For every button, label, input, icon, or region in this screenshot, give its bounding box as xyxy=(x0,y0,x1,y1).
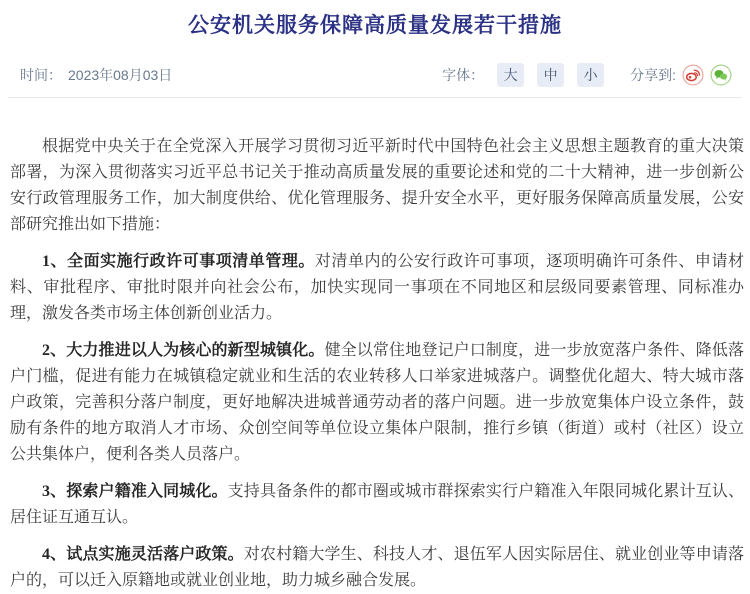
intro-paragraph: 根据党中央关于在全党深入开展学习贯彻习近平新时代中国特色社会主义思想主题教育的重大决策部署，为深入贯彻落实习近平总书记关于推动高质量发展的重要论述和党的二十大精神，进一步创新公安行政管理服务工作，加大制度供给、优化管理服务、提升安全水平，更好服务保障高质量发展，公安部研究推出如下措施： xyxy=(10,138,744,233)
measure-item-1-body: 对清单内的公安行政许可事项，逐项明确许可条件、申请材料、审批程序、审批时限并向社会公布，加快实现同一事项在不同地区和层级同要素管理、同标准办理，激发各类市场主体创新创业活力。 xyxy=(10,253,744,322)
weibo-share-icon[interactable] xyxy=(682,64,704,86)
publish-time xyxy=(20,65,172,85)
measure-item-4-body: 对农村籍大学生、科技人才、退伍军人因实际居住、就业创业等申请落户的，可以迁入原籍地或就业创业地，助力城乡融合发展。 xyxy=(10,546,744,589)
measure-item-2-lead: 2、大力推进以人为核心的新型城镇化。 xyxy=(42,342,325,359)
time-label: 时间： xyxy=(20,67,62,83)
measure-item-2-body: 健全以常住地登记户口制度，进一步放宽落户条件、降低落户门槛，促进有能力在城镇稳定就业和生活的农业转移人口举家进城落户。调整优化超大、特大城市落户政策，完善积分落户制度，更好地解决进城普通劳动者的落户问题。进一步放宽集体户设立条件，鼓励有条件的地方取消人才市场、众创空间等单位设立集体户限制，推行乡镇（街道）或村（社区）设立公共集体户，便利各类人员落户。 xyxy=(10,342,744,463)
measure-item-3-lead: 3、探索户籍准入同城化。 xyxy=(42,483,228,500)
measure-item-1-lead: 1、全面实施行政许可事项清单管理。 xyxy=(42,253,315,270)
time-value: 2023年08月03日 xyxy=(68,67,173,83)
share-group xyxy=(630,64,732,86)
measure-item-3-body: 支持具备条件的都市圈或城市群探索实行户籍准入年限同城化累计互认、居住证互通互认。 xyxy=(10,483,744,526)
wechat-share-icon[interactable] xyxy=(710,64,732,86)
measure-item-4 xyxy=(10,542,744,594)
meta-controls xyxy=(442,63,732,87)
meta-bar xyxy=(0,61,750,89)
page-title: 公安机关服务保障高质量发展若干措施 xyxy=(188,14,562,37)
measure-item-1 xyxy=(10,249,744,327)
font-size-small-button[interactable]: 小 xyxy=(577,63,604,87)
font-size-large-button[interactable]: 大 xyxy=(497,63,524,87)
font-size-label: 字体： xyxy=(442,67,485,83)
measure-item-2 xyxy=(10,338,744,468)
share-label: 分享到: xyxy=(630,67,676,83)
article-body xyxy=(0,98,750,594)
font-size-medium-button[interactable]: 中 xyxy=(537,63,564,87)
measure-item-3 xyxy=(10,479,744,531)
measure-item-4-lead: 4、试点实施灵活落户政策。 xyxy=(42,546,244,563)
